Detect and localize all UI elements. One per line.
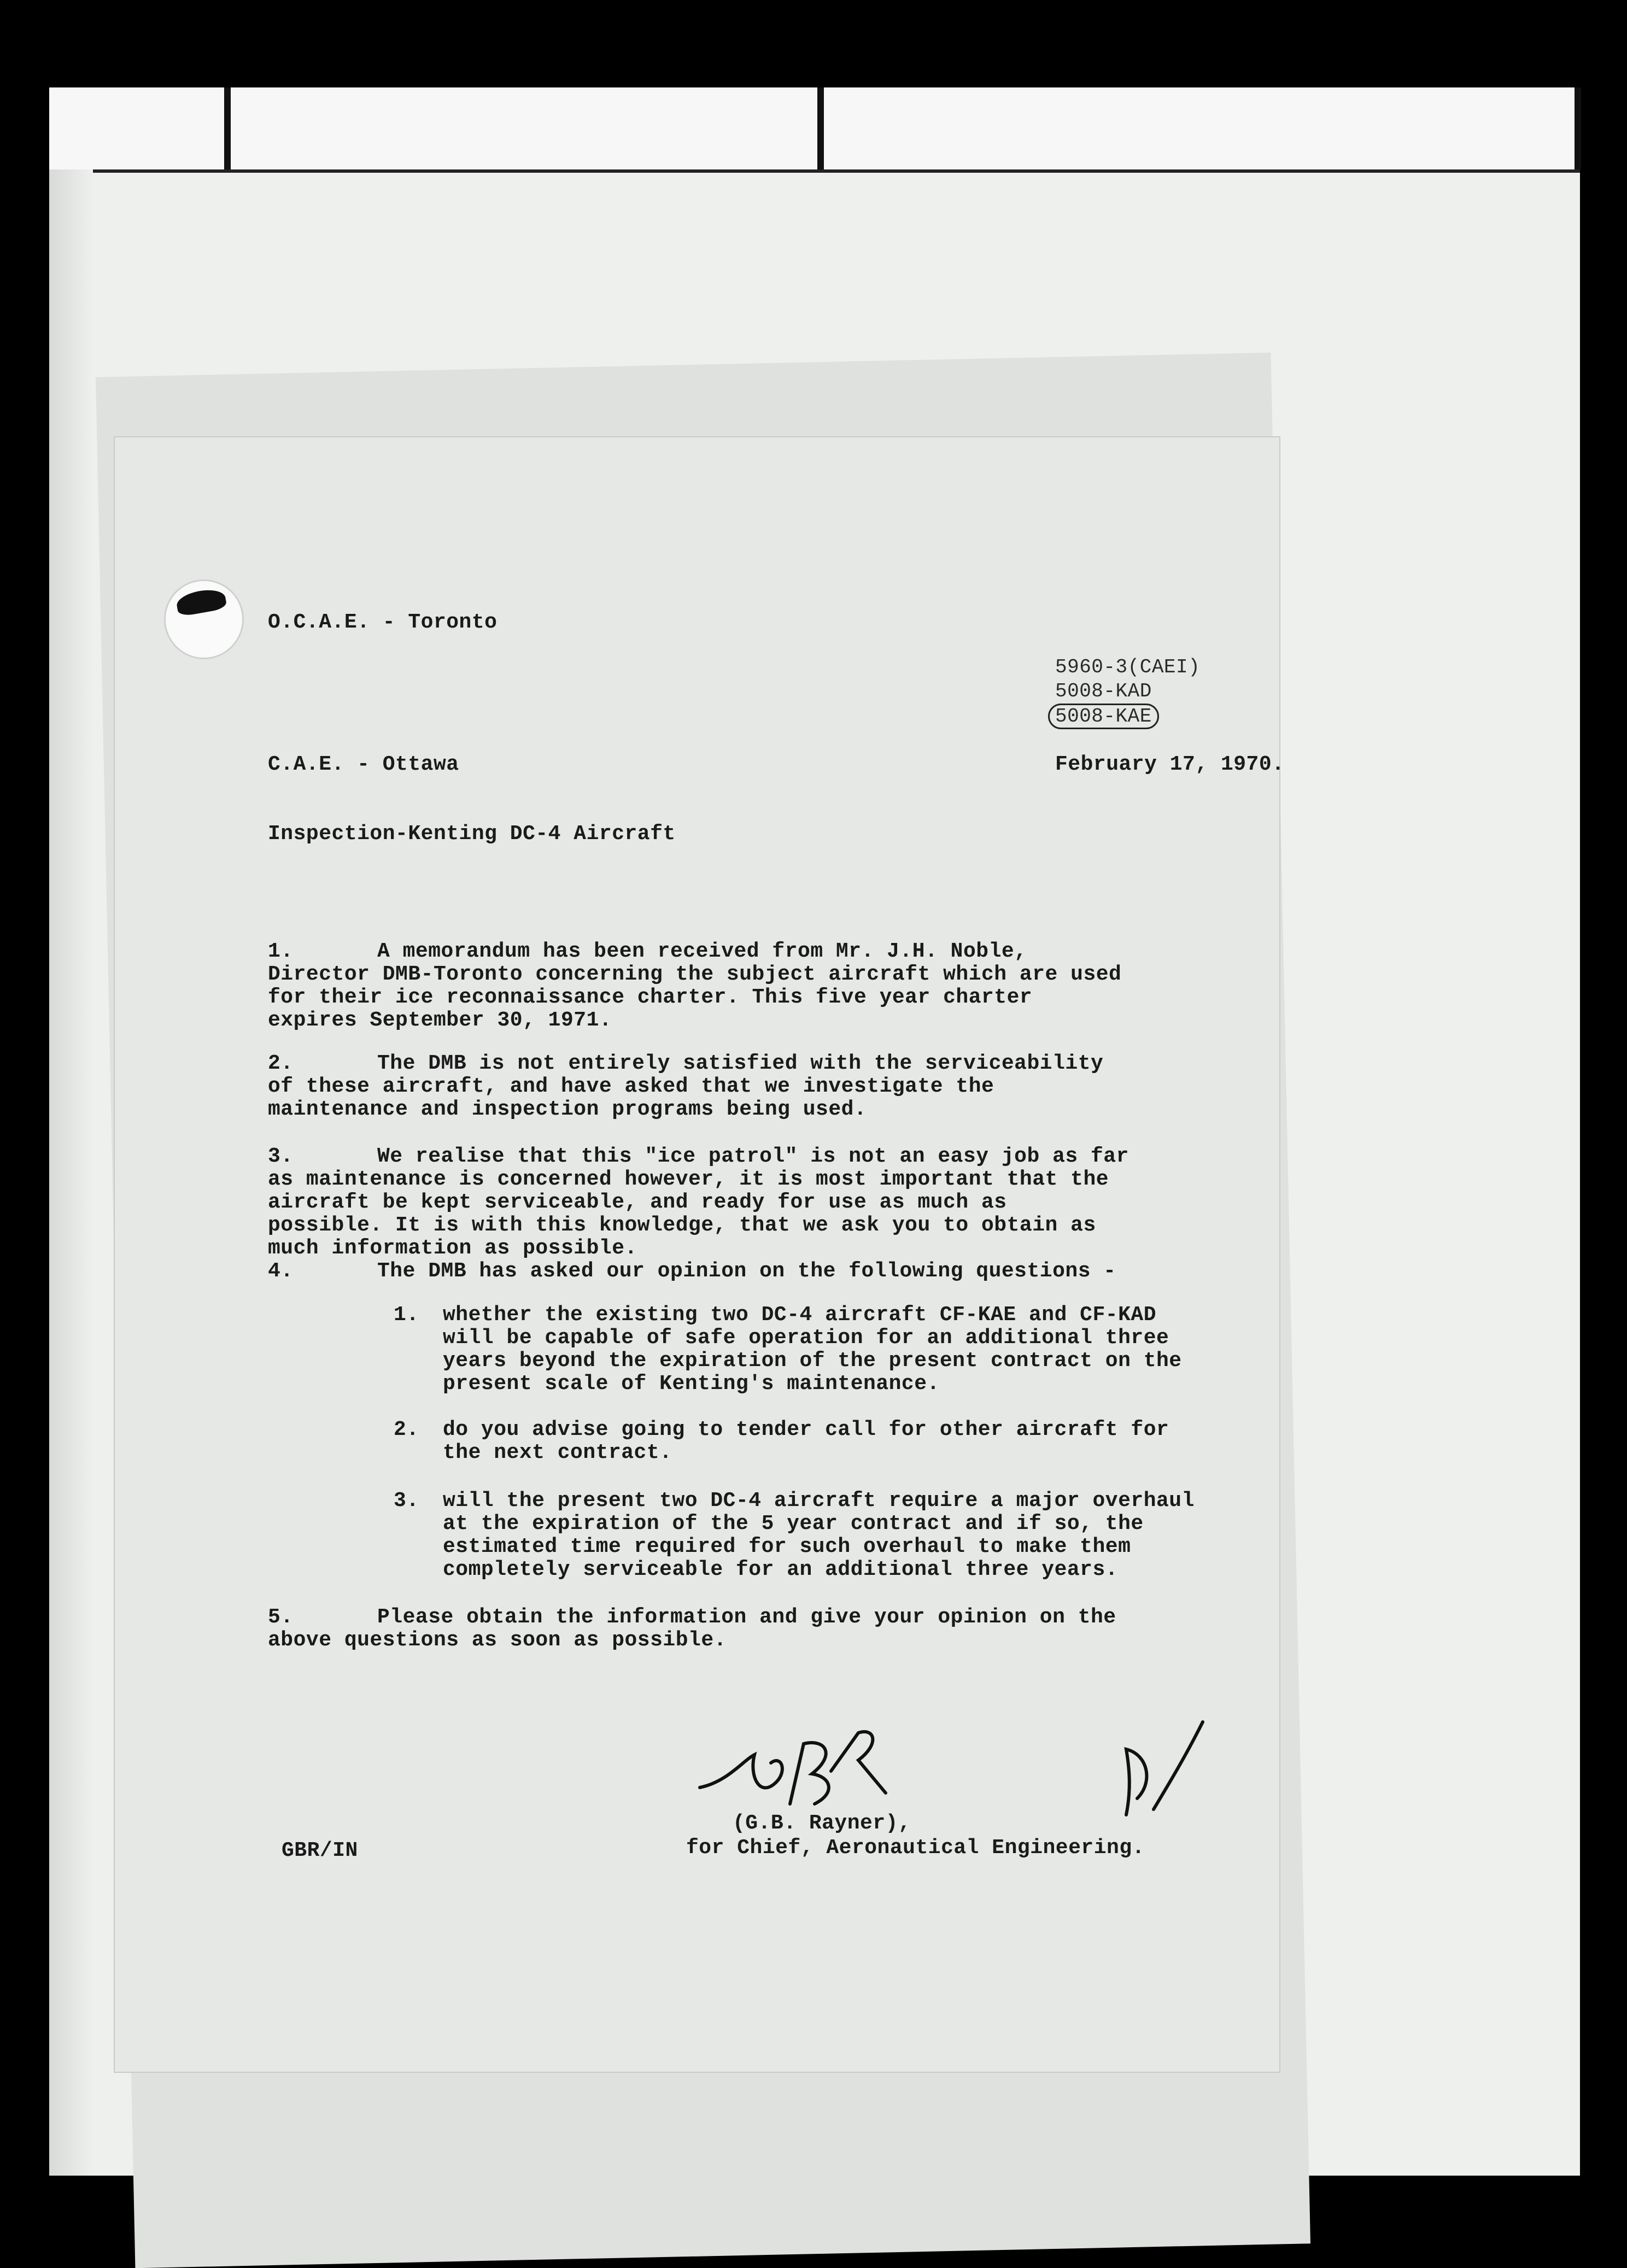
paragraph-number: 5. [268, 1605, 294, 1629]
film-divider [817, 87, 824, 169]
paragraph [268, 1052, 1132, 1121]
question-number: 2. [394, 1418, 419, 1441]
file-ref: 5008-KAD [1055, 680, 1152, 702]
question-item [394, 1419, 1203, 1464]
question-number: 3. [394, 1489, 419, 1513]
question-number: 1. [394, 1303, 419, 1327]
handwritten-initial [1115, 1706, 1214, 1831]
question-item [394, 1490, 1203, 1581]
handwritten-signature [694, 1722, 924, 1826]
film-header-strip [49, 87, 1580, 173]
signatory-name: (G.B. Rayner), [733, 1812, 911, 1835]
letter-date: February 17, 1970. [1055, 753, 1285, 776]
frame-shadow [49, 169, 93, 2176]
paragraph-text: Please obtain the information and give your opinion on the above questions as soon as possible. [268, 1605, 1116, 1652]
reference-initials: GBR/IN [282, 1839, 358, 1862]
file-ref: 5960-3(CAEI) [1055, 656, 1201, 678]
question-text: do you advise going to tender call for other aircraft for the next contract. [443, 1418, 1169, 1464]
film-divider [1575, 87, 1581, 169]
paragraph-text: The DMB is not entirely satisfied with the serviceability of these aircraft, and have asked that we investigate the maintenance and inspection programs being used. [268, 1052, 1104, 1121]
file-ref-circled: 5008-KAE [1055, 705, 1159, 728]
film-divider [224, 87, 231, 169]
question-item [394, 1304, 1203, 1396]
letter-subject: Inspection-Kenting DC-4 Aircraft [268, 822, 676, 846]
paragraph [268, 1260, 1132, 1283]
paragraph [268, 1145, 1132, 1260]
paragraph-text: A memorandum has been received from Mr. J.H. Noble, Director DMB-Toronto concerning the subject aircraft which are used for their ice reconnaissance charter. This five year charter expires September 30, 1971. [268, 940, 1122, 1032]
paragraph-number: 4. [268, 1259, 294, 1283]
paragraph-text: The DMB has asked our opinion on the following questions - [377, 1259, 1116, 1283]
paragraph-number: 2. [268, 1052, 294, 1075]
paragraph-number: 1. [268, 940, 294, 963]
closing-paragraph [268, 1606, 1132, 1652]
paragraph-text: We realise that this "ice patrol" is not an easy job as far as maintenance is concerned however, it is most important that the aircraft be kept serviceable, and ready for use as much as possible. It is with this knowledge, that we ask you to obtain as much information as possible. [268, 1145, 1129, 1260]
paragraph [268, 940, 1132, 1032]
question-text: whether the existing two DC-4 aircraft CF-KAE and CF-KAD will be capable of safe operation for an additional three years beyond the expiration of the present contract on the present scale of Kenting's maintenance. [443, 1303, 1182, 1396]
paragraph-number: 3. [268, 1145, 294, 1168]
question-text: will the present two DC-4 aircraft require a major overhaul at the expiration of the 5 year contract and if so, the estimated time required for such overhaul to make them completely serviceable for an additional three years. [443, 1489, 1195, 1581]
letter-to: C.A.E. - Ottawa [268, 753, 459, 776]
signatory-title: for Chief, Aeronautical Engineering. [686, 1836, 1145, 1860]
letter-from: O.C.A.E. - Toronto [268, 611, 498, 634]
punch-hole [164, 579, 244, 659]
